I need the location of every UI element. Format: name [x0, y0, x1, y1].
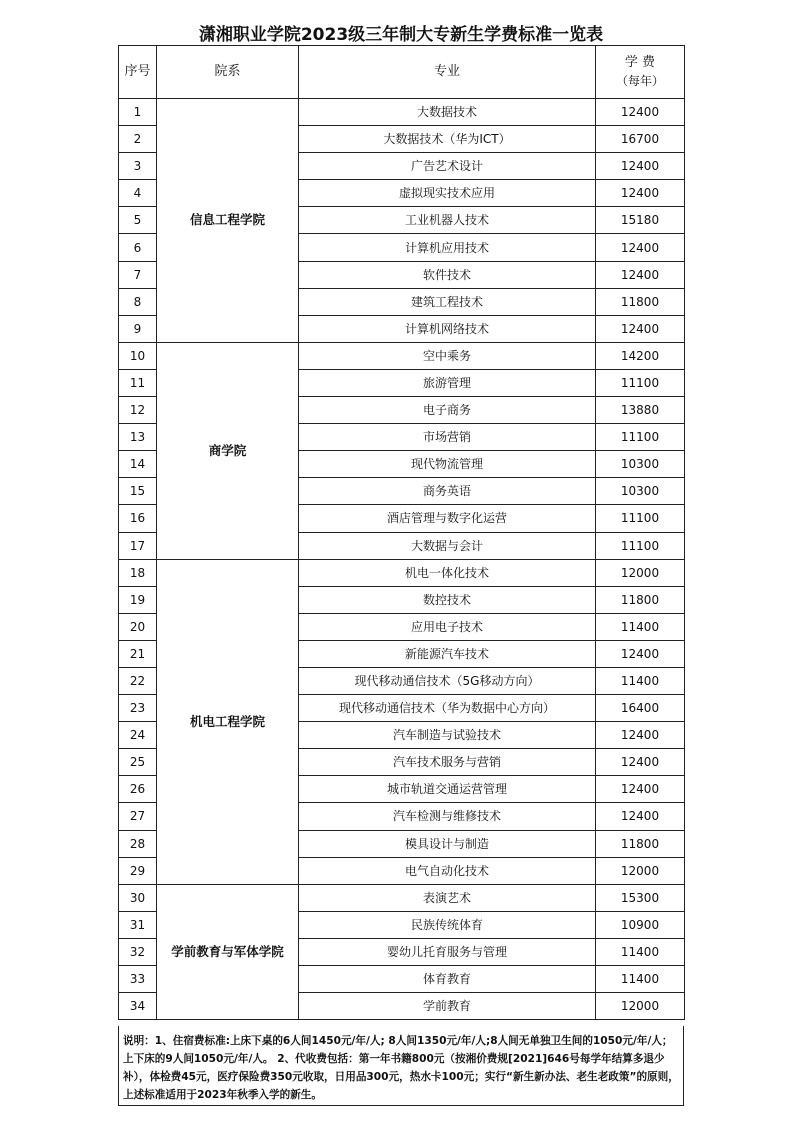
row-number: 16 [119, 505, 157, 532]
row-number: 1 [119, 99, 157, 126]
table-row [119, 559, 685, 586]
tuition-fee: 11800 [596, 830, 685, 857]
table-row [119, 884, 685, 911]
tuition-fee: 11400 [596, 938, 685, 965]
major-name: 计算机应用技术 [299, 234, 596, 261]
row-number: 20 [119, 613, 157, 640]
row-number: 28 [119, 830, 157, 857]
table-body [119, 99, 685, 1020]
tuition-fee: 12400 [596, 640, 685, 667]
major-name: 汽车技术服务与营销 [299, 749, 596, 776]
major-name: 婴幼儿托育服务与管理 [299, 938, 596, 965]
department-name: 机电工程学院 [157, 559, 299, 884]
tuition-fee: 10300 [596, 478, 685, 505]
tuition-fee: 11100 [596, 532, 685, 559]
row-number: 24 [119, 722, 157, 749]
row-number: 26 [119, 776, 157, 803]
row-number: 6 [119, 234, 157, 261]
tuition-fee: 14200 [596, 342, 685, 369]
tuition-fee: 12400 [596, 261, 685, 288]
row-number: 29 [119, 857, 157, 884]
row-number: 12 [119, 397, 157, 424]
major-name: 酒店管理与数字化运营 [299, 505, 596, 532]
header-fee-unit: （每年） [615, 74, 664, 88]
row-number: 9 [119, 315, 157, 342]
tuition-fee: 12400 [596, 315, 685, 342]
table-row [119, 342, 685, 369]
row-number: 15 [119, 478, 157, 505]
tuition-fee: 16700 [596, 126, 685, 153]
major-name: 机电一体化技术 [299, 559, 596, 586]
major-name: 汽车检测与维修技术 [299, 803, 596, 830]
row-number: 30 [119, 884, 157, 911]
row-number: 5 [119, 207, 157, 234]
major-name: 汽车制造与试验技术 [299, 722, 596, 749]
major-name: 体育教育 [299, 966, 596, 993]
major-name: 城市轨道交通运营管理 [299, 776, 596, 803]
fee-table [118, 45, 685, 1020]
major-name: 建筑工程技术 [299, 288, 596, 315]
row-number: 32 [119, 938, 157, 965]
tuition-fee: 15180 [596, 207, 685, 234]
major-name: 大数据技术 [299, 99, 596, 126]
tuition-fee: 11400 [596, 966, 685, 993]
tuition-fee: 16400 [596, 695, 685, 722]
row-number: 7 [119, 261, 157, 288]
major-name: 新能源汽车技术 [299, 640, 596, 667]
department-name: 商学院 [157, 342, 299, 559]
major-name: 学前教育 [299, 993, 596, 1020]
table-row [119, 99, 685, 126]
row-number: 11 [119, 369, 157, 396]
row-number: 10 [119, 342, 157, 369]
tuition-fee: 10900 [596, 911, 685, 938]
header-no: 序号 [119, 46, 157, 99]
major-name: 现代移动通信技术（华为数据中心方向） [299, 695, 596, 722]
tuition-fee: 11100 [596, 505, 685, 532]
major-name: 市场营销 [299, 424, 596, 451]
tuition-fee: 12400 [596, 153, 685, 180]
header-major: 专业 [299, 46, 596, 99]
major-name: 电子商务 [299, 397, 596, 424]
major-name: 电气自动化技术 [299, 857, 596, 884]
tuition-fee: 11100 [596, 424, 685, 451]
major-name: 模具设计与制造 [299, 830, 596, 857]
row-number: 2 [119, 126, 157, 153]
major-name: 工业机器人技术 [299, 207, 596, 234]
row-number: 31 [119, 911, 157, 938]
tuition-fee: 12000 [596, 857, 685, 884]
major-name: 大数据技术（华为ICT） [299, 126, 596, 153]
row-number: 21 [119, 640, 157, 667]
header-dept: 院系 [157, 46, 299, 99]
tuition-fee: 12000 [596, 559, 685, 586]
row-number: 17 [119, 532, 157, 559]
major-name: 大数据与会计 [299, 532, 596, 559]
row-number: 19 [119, 586, 157, 613]
major-name: 虚拟现实技术应用 [299, 180, 596, 207]
tuition-fee: 12000 [596, 993, 685, 1020]
major-name: 旅游管理 [299, 369, 596, 396]
row-number: 13 [119, 424, 157, 451]
row-number: 34 [119, 993, 157, 1020]
major-name: 民族传统体育 [299, 911, 596, 938]
tuition-fee: 11800 [596, 288, 685, 315]
tuition-fee: 12400 [596, 722, 685, 749]
major-name: 广告艺术设计 [299, 153, 596, 180]
tuition-fee: 10300 [596, 451, 685, 478]
row-number: 14 [119, 451, 157, 478]
tuition-fee: 13880 [596, 397, 685, 424]
note-text: 说明：1、住宿费标准:上床下桌的6人间1450元/年/人; 8人间1350元/年/人;8人间无单独卫生间的1050元/年/人；上下床的9人间1050元/年/人。 2、代收费包括：第一年书籍800元（按湘价费规[2021]646号每学年结算多退少补），体检费45元，医疗保险费350元收取，日用品300元，热水卡100元；实行“新生新办法、老生老政策”的原则，上述标准适用于2023年秋季入学的新生。 [118, 1026, 684, 1106]
header-fee-label: 学 费 [624, 55, 656, 70]
row-number: 3 [119, 153, 157, 180]
header-fee [596, 46, 685, 99]
major-name: 数控技术 [299, 586, 596, 613]
row-number: 8 [119, 288, 157, 315]
major-name: 空中乘务 [299, 342, 596, 369]
row-number: 33 [119, 966, 157, 993]
department-name: 信息工程学院 [157, 99, 299, 343]
page-title: 潇湘职业学院2023级三年制大专新生学费标准一览表 [198, 25, 604, 45]
major-name: 商务英语 [299, 478, 596, 505]
tuition-fee: 12400 [596, 803, 685, 830]
major-name: 表演艺术 [299, 884, 596, 911]
tuition-fee: 12400 [596, 234, 685, 261]
tuition-fee: 12400 [596, 749, 685, 776]
major-name: 计算机网络技术 [299, 315, 596, 342]
tuition-fee: 11800 [596, 586, 685, 613]
tuition-fee: 12400 [596, 99, 685, 126]
tuition-fee: 11400 [596, 667, 685, 694]
major-name: 现代物流管理 [299, 451, 596, 478]
table-header-row [119, 46, 685, 99]
row-number: 18 [119, 559, 157, 586]
tuition-fee: 11400 [596, 613, 685, 640]
major-name: 应用电子技术 [299, 613, 596, 640]
tuition-fee: 12400 [596, 180, 685, 207]
row-number: 25 [119, 749, 157, 776]
tuition-fee: 11100 [596, 369, 685, 396]
tuition-fee: 12400 [596, 776, 685, 803]
tuition-fee: 15300 [596, 884, 685, 911]
row-number: 23 [119, 695, 157, 722]
department-name: 学前教育与军体学院 [157, 884, 299, 1019]
major-name: 现代移动通信技术（5G移动方向） [299, 667, 596, 694]
row-number: 22 [119, 667, 157, 694]
major-name: 软件技术 [299, 261, 596, 288]
row-number: 27 [119, 803, 157, 830]
row-number: 4 [119, 180, 157, 207]
